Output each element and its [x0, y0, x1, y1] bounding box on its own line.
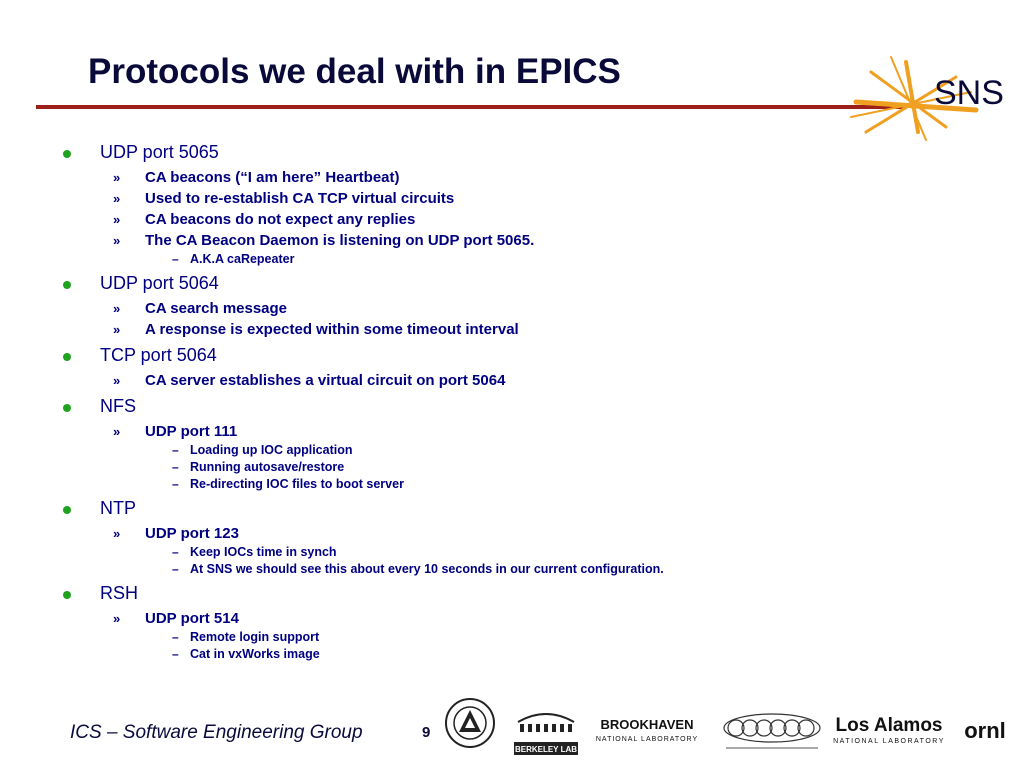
sub-bullet-item: [0, 231, 1000, 252]
sub-bullet-item: [0, 609, 1000, 630]
sub-bullet-item: [0, 299, 1000, 320]
bullet-text: TCP port 5064: [100, 345, 217, 365]
page-number: 9: [422, 724, 431, 741]
bullet-dot-icon: [63, 404, 71, 412]
sub-bullet-marker: »: [113, 301, 121, 316]
sub-sub-bullet-marker: –: [172, 252, 179, 266]
sub-sub-bullet-text: Keep IOCs time in synch: [190, 545, 337, 559]
ornl-label: ornl: [964, 718, 1006, 743]
sub-bullet-marker: »: [113, 373, 121, 388]
sub-sub-bullet-item: [0, 647, 1000, 664]
bullet-text: UDP port 5065: [100, 142, 219, 162]
ornl-logo: [955, 716, 1015, 746]
sub-bullet-text: Used to re-establish CA TCP virtual circuits: [145, 190, 455, 207]
sub-bullet-marker: »: [113, 424, 121, 439]
sub-sub-bullet-marker: –: [172, 545, 179, 559]
sub-bullet-item: [0, 524, 1000, 545]
sub-sub-bullet-text: Loading up IOC application: [190, 443, 353, 457]
sub-bullet-item: [0, 422, 1000, 443]
bullet-group: [0, 142, 1000, 269]
bullet-item: [0, 583, 1000, 609]
sub-sub-bullet-item: [0, 630, 1000, 647]
bullet-group: [0, 396, 1000, 494]
sub-bullet-item: [0, 189, 1000, 210]
bullet-item: [0, 142, 1000, 168]
bullet-item: [0, 396, 1000, 422]
sub-bullet-text: UDP port 123: [145, 525, 239, 542]
bullet-dot-icon: [63, 353, 71, 361]
sub-bullet-marker: »: [113, 322, 121, 337]
sub-bullet-text: A response is expected within some timeout interval: [145, 321, 519, 338]
sub-sub-bullet-item: [0, 477, 1000, 494]
footer-group-name: ICS – Software Engineering Group: [70, 722, 363, 743]
los-alamos-label: Los Alamos: [835, 715, 943, 736]
sub-sub-bullet-text: At SNS we should see this about every 10 seconds in our current configuration.: [190, 562, 664, 576]
sub-bullet-marker: »: [113, 526, 121, 541]
berkeley-lab-logo: [510, 700, 582, 758]
bullet-group: [0, 345, 1000, 392]
bullet-dot-icon: [63, 150, 71, 158]
sub-sub-bullet-text: Running autosave/restore: [190, 460, 345, 474]
argonne-logo: [443, 690, 497, 756]
sns-logo: [846, 52, 1004, 142]
sub-bullet-text: The CA Beacon Daemon is listening on UDP port 5065.: [145, 232, 535, 249]
berkeley-lab-label: BERKELEY LAB: [514, 745, 578, 754]
sub-bullet-marker: »: [113, 170, 121, 185]
sub-bullet-text: CA beacons do not expect any replies: [145, 211, 416, 228]
slide-title: Protocols we deal with in EPICS: [88, 52, 621, 91]
bullet-item: [0, 498, 1000, 524]
sub-bullet-text: UDP port 514: [145, 610, 239, 627]
title-divider: [36, 105, 904, 109]
bullet-group: [0, 273, 1000, 341]
sub-sub-bullet-item: [0, 562, 1000, 579]
brookhaven-sublabel: NATIONAL LABORATORY: [595, 736, 699, 743]
brookhaven-label: BROOKHAVEN: [600, 717, 694, 732]
sub-bullet-marker: »: [113, 191, 121, 206]
sub-bullet-item: [0, 320, 1000, 341]
bullet-dot-icon: [63, 281, 71, 289]
bullet-item: [0, 345, 1000, 371]
bullet-group: [0, 583, 1000, 664]
bullet-text: UDP port 5064: [100, 273, 219, 293]
sub-bullet-item: [0, 168, 1000, 189]
sns-logo-text: SNS: [934, 74, 1004, 112]
bullet-dot-icon: [63, 506, 71, 514]
los-alamos-logo: [833, 712, 945, 748]
sub-bullet-text: CA server establishes a virtual circuit on port 5064: [145, 372, 506, 389]
sub-sub-bullet-marker: –: [172, 443, 179, 457]
los-alamos-sublabel: NATIONAL LABORATORY: [833, 738, 945, 745]
sub-sub-bullet-text: A.K.A caRepeater: [190, 252, 295, 266]
bullet-text: NFS: [100, 396, 136, 416]
sub-sub-bullet-marker: –: [172, 562, 179, 576]
sub-sub-bullet-text: Cat in vxWorks image: [190, 647, 320, 661]
sub-bullet-marker: »: [113, 611, 121, 626]
sub-bullet-text: CA beacons (“I am here” Heartbeat): [145, 169, 400, 186]
sub-sub-bullet-marker: –: [172, 477, 179, 491]
sub-sub-bullet-item: [0, 252, 1000, 269]
sub-bullet-marker: »: [113, 233, 121, 248]
sub-bullet-text: UDP port 111: [145, 423, 238, 440]
bullet-group: [0, 498, 1000, 579]
bullet-text: NTP: [100, 498, 136, 518]
bullet-item: [0, 273, 1000, 299]
bullet-list: [0, 138, 1000, 664]
brookhaven-logo: [586, 712, 708, 748]
sub-sub-bullet-item: [0, 443, 1000, 460]
sub-bullet-item: [0, 210, 1000, 231]
sub-sub-bullet-text: Remote login support: [190, 630, 320, 644]
bullet-text: RSH: [100, 583, 139, 603]
sub-bullet-item: [0, 371, 1000, 392]
sub-sub-bullet-text: Re-directing IOC files to boot server: [190, 477, 404, 491]
sub-sub-bullet-item: [0, 545, 1000, 562]
sub-sub-bullet-item: [0, 460, 1000, 477]
jefferson-lab-logo: [720, 710, 824, 752]
sub-sub-bullet-marker: –: [172, 630, 179, 644]
sub-sub-bullet-marker: –: [172, 647, 179, 661]
sub-bullet-text: CA search message: [145, 300, 288, 317]
sub-sub-bullet-marker: –: [172, 460, 179, 474]
sub-bullet-marker: »: [113, 212, 121, 227]
bullet-dot-icon: [63, 591, 71, 599]
